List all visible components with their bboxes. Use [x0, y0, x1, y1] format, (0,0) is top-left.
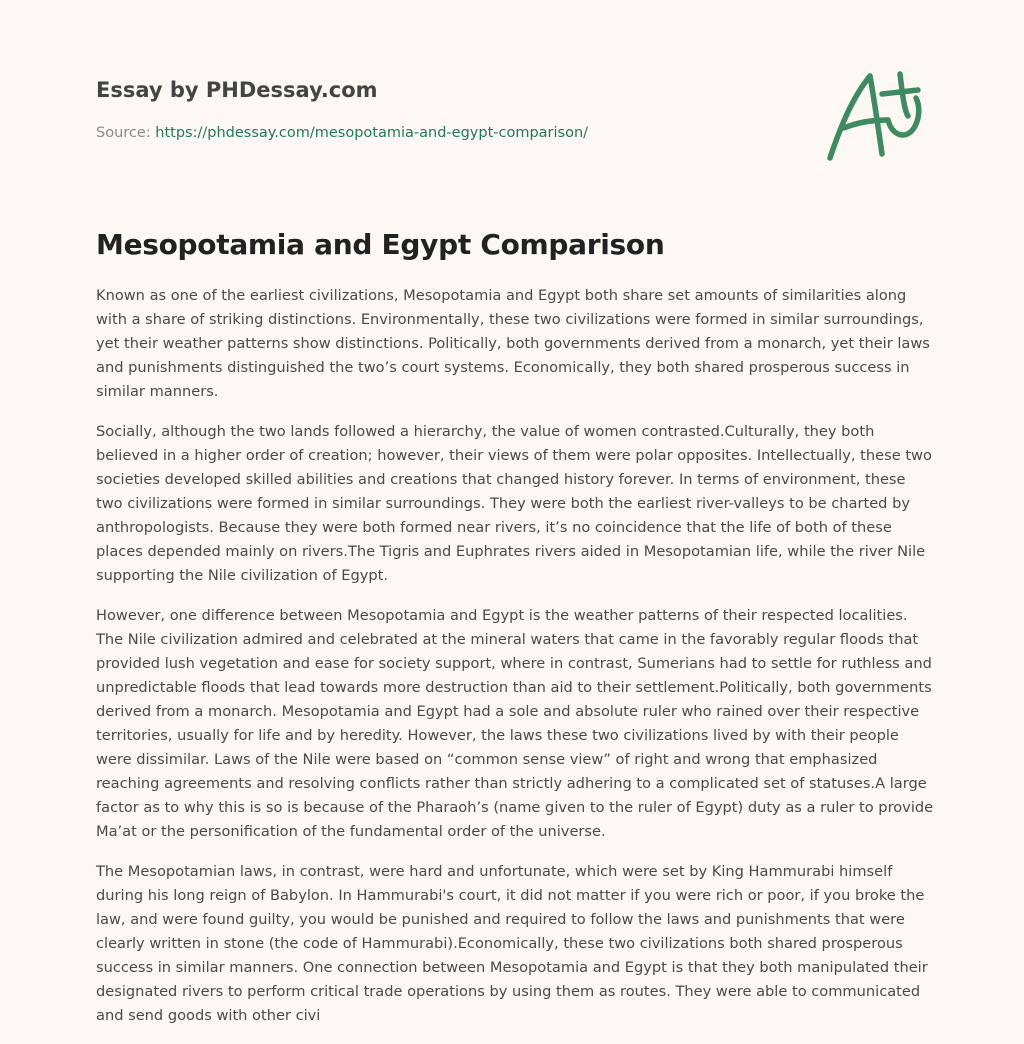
- essay-paragraph: Known as one of the earliest civilizations, Mesopotamia and Egypt both share set amounts of similarities along with a share of striking distinctions. Environmentally, these two civilizations were formed in similar surroundings, yet their weather patterns show distinctions. Politically, both governments derived from a monarch, yet their laws and punishments distinguished the two’s court systems. Economically, they both shared prosperous success in similar manners.: [96, 287, 930, 400]
- a-plus-grade-icon: [822, 66, 932, 166]
- site-brand: Essay by PHDessay.com: [96, 78, 378, 102]
- essay-paragraph: The Mesopotamian laws, in contrast, were hard and unfortunate, which were set by King Hammurabi himself during his long reign of Babylon. In Hammurabi's court, it did not matter if you were rich or poor, if you broke the law, and were found guilty, you would be punished and required to follow the laws and punishments that were clearly written in stone (the code of Hammurabi).Economically, these two civilizations both shared prosperous success in similar manners. One connection between Mesopotamia and Egypt is that they both manipulated their designated rivers to perform critical trade operations by using them as routes. They were able to communicated and send goods with other civi: [96, 863, 928, 1024]
- essay-body: [96, 284, 936, 1044]
- essay-paragraph: However, one difference between Mesopotamia and Egypt is the weather patterns of their respected localities. The Nile civilization admired and celebrated at the mineral waters that came in the favorably regular floods that provided lush vegetation and ease for society support, where in contrast, Sumerians had to settle for ruthless and unpredictable floods that lead towards more destruction than aid to their settlement.Politically, both governments derived from a monarch. Mesopotamia and Egypt had a sole and absolute ruler who rained over their respective territories, usually for life and by heredity. However, the laws these two civilizations lived by with their people were dissimilar. Laws of the Nile were based on “common sense view” of right and wrong that emphasized reaching agreements and resolving conflicts rather than strictly adhering to a complicated set of statuses.A large factor as to why this is so is because of the Pharaoh’s (name given to the ruler of Egypt) duty as a ruler to provide Ma’at or the personification of the fundamental order of the universe.: [96, 607, 934, 840]
- essay-paragraph: Socially, although the two lands followed a hierarchy, the value of women contrasted.Culturally, they both believed in a higher order of creation; however, their views of them were polar opposites. Intellectually, these two societies developed skilled abilities and creations that changed history forever. In terms of environment, these two civilizations were formed in similar surroundings. They were both the earliest river-valleys to be charted by anthropologists. Because they were both formed near rivers, it’s no coincidence that the life of both of these places depended mainly on rivers.The Tigris and Euphrates rivers aided in Mesopotamian life, while the river Nile supporting the Nile civilization of Egypt.: [96, 423, 932, 584]
- source-line: [96, 123, 796, 143]
- source-link[interactable]: https://phdessay.com/mesopotamia-and-egypt-comparison/: [155, 125, 589, 141]
- essay-header: [96, 76, 796, 143]
- essay-title: Mesopotamia and Egypt Comparison: [96, 228, 665, 261]
- source-label: Source:: [96, 125, 151, 141]
